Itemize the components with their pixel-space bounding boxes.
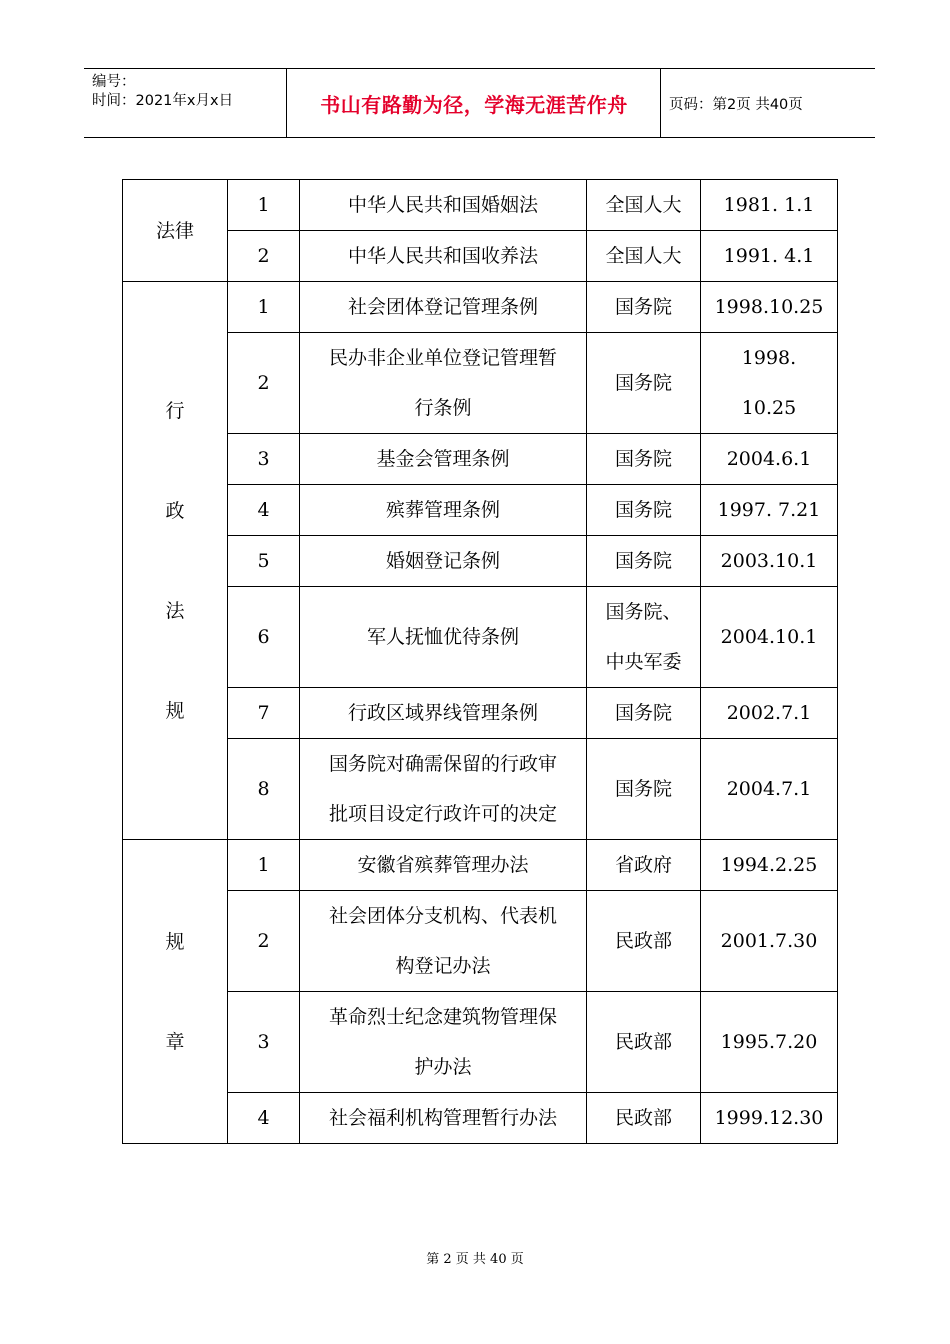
regulation-name-cell-line: 构登记办法 [395,955,491,977]
table-row [123,840,838,891]
category-char: 政 [165,499,185,522]
regulation-name-cell-line: 军人抚恤优待条例 [366,626,519,648]
category-cell [123,840,228,1144]
table-row [123,333,838,434]
table-row [123,992,838,1093]
effective-date-cell [701,587,838,688]
category-cell [123,282,228,840]
issuing-body-cell [587,587,701,688]
regulation-name-cell-line: 基金会管理条例 [376,448,510,470]
category-char: 法 [165,599,185,622]
category-char: 章 [165,1030,185,1053]
effective-date-cell-line: 2004.10.1 [720,626,818,648]
effective-date-cell-line: 1998. [741,347,797,369]
regulations-table-body [123,180,838,1144]
effective-date-cell-line: 2003.10.1 [720,550,818,572]
document-number-label: 编号： [92,74,136,90]
effective-date-cell-line: 1994.2.25 [720,854,818,876]
regulation-name-cell [300,536,587,587]
table-row [123,231,838,282]
regulation-name-cell [300,282,587,333]
issuing-body-cell-line: 民政部 [614,1031,672,1053]
effective-date-cell [701,992,838,1093]
table-row [123,891,838,992]
page-footer: 第 2 页 共 40 页 [426,1252,524,1267]
issuing-body-cell [587,282,701,333]
row-number-cell: 1 [228,840,300,891]
row-number-cell: 7 [228,688,300,739]
table-row [123,587,838,688]
row-number-cell: 1 [228,282,300,333]
effective-date-cell-line: 2002.7.1 [726,702,812,724]
table-row [123,1093,838,1144]
effective-date-cell [701,688,838,739]
table-row [123,536,838,587]
table-row [123,282,838,333]
row-number-cell: 5 [228,536,300,587]
regulation-name-cell-line: 革命烈士纪念建筑物管理保 [328,1006,557,1028]
issuing-body-cell-line: 国务院 [614,499,672,521]
issuing-body-cell-line: 全国人大 [605,245,682,267]
regulation-name-cell-line: 国务院对确需保留的行政审 [328,753,557,775]
row-number-cell: 3 [228,434,300,485]
category-cell [123,180,228,282]
regulation-name-cell-line: 行政区域界线管理条例 [347,702,538,724]
row-number-cell: 4 [228,485,300,536]
issuing-body-cell-line: 国务院 [614,702,672,724]
regulation-name-cell [300,333,587,434]
issuing-body-cell-line: 国务院 [614,778,672,800]
effective-date-cell [701,485,838,536]
header-divider [286,69,287,137]
regulation-name-cell-line: 社会团体登记管理条例 [347,296,538,318]
regulation-name-cell-line: 殡葬管理条例 [385,499,500,521]
effective-date-cell [701,180,838,231]
regulation-name-cell [300,180,587,231]
regulation-name-cell [300,840,587,891]
issuing-body-cell-line: 国务院 [614,296,672,318]
issuing-body-cell-line: 国务院 [614,372,672,394]
effective-date-cell-line: 1981. 1.1 [723,194,815,216]
regulation-name-cell-line: 中华人民共和国婚姻法 [347,194,538,216]
regulation-name-cell-line: 护办法 [414,1056,472,1078]
effective-date-cell-line: 2004.7.1 [726,778,812,800]
row-number-cell: 1 [228,180,300,231]
regulation-name-cell [300,587,587,688]
effective-date-cell-line: 2001.7.30 [720,930,818,952]
effective-date-cell-line: 1998.10.25 [714,296,824,318]
issuing-body-cell-line: 国务院、 [605,601,682,623]
issuing-body-cell-line: 民政部 [614,1107,672,1129]
issuing-body-cell [587,688,701,739]
regulations-table [122,179,838,1144]
header-motto: 书山有路勤为径，学海无涯苦作舟 [320,92,628,117]
issuing-body-cell [587,536,701,587]
issuing-body-cell [587,231,701,282]
issuing-body-cell-line: 民政部 [614,930,672,952]
effective-date-cell-line: 10.25 [741,397,797,419]
regulation-name-cell [300,739,587,840]
regulation-name-cell [300,992,587,1093]
effective-date-cell-line: 1997. 7.21 [717,499,821,521]
effective-date-cell [701,333,838,434]
category-char: 行 [165,399,185,422]
issuing-body-cell [587,1093,701,1144]
regulation-name-cell-line: 中华人民共和国收养法 [347,245,538,267]
regulation-name-cell-line: 行条例 [414,397,472,419]
effective-date-cell [701,231,838,282]
row-number-cell: 6 [228,587,300,688]
header-divider [660,69,661,137]
effective-date-cell [701,536,838,587]
header-page-info: 页码：第2页 共40页 [669,96,803,113]
row-number-cell: 3 [228,992,300,1093]
category-char: 法律 [155,219,194,242]
effective-date-cell-line: 1999.12.30 [714,1107,824,1129]
issuing-body-cell [587,891,701,992]
row-number-cell: 2 [228,231,300,282]
issuing-body-cell [587,434,701,485]
table-row [123,180,838,231]
effective-date-cell-line: 1991. 4.1 [723,245,815,267]
issuing-body-cell-line: 全国人大 [605,194,682,216]
regulation-name-cell-line: 民办非企业单位登记管理暂 [328,347,557,369]
issuing-body-cell [587,739,701,840]
regulation-name-cell-line: 社会福利机构管理暂行办法 [328,1107,557,1129]
effective-date-cell [701,1093,838,1144]
table-row [123,485,838,536]
regulation-name-cell-line: 安徽省殡葬管理办法 [357,854,529,876]
regulation-name-cell [300,231,587,282]
issuing-body-cell [587,333,701,434]
row-number-cell: 2 [228,891,300,992]
category-char: 规 [165,699,185,722]
issuing-body-cell [587,992,701,1093]
issuing-body-cell [587,840,701,891]
regulation-name-cell [300,891,587,992]
header-meta [92,73,233,111]
effective-date-cell [701,891,838,992]
row-number-cell: 4 [228,1093,300,1144]
effective-date-cell [701,840,838,891]
regulation-name-cell [300,434,587,485]
issuing-body-cell [587,485,701,536]
regulation-name-cell [300,485,587,536]
regulation-name-cell-line: 批项目设定行政许可的决定 [328,803,557,825]
effective-date-cell-line: 2004.6.1 [726,448,812,470]
table-row [123,688,838,739]
effective-date-cell [701,434,838,485]
document-time-label: 时间：2021年x月x日 [92,93,234,109]
regulation-name-cell [300,688,587,739]
page-header [84,68,875,138]
regulation-name-cell-line: 婚姻登记条例 [385,550,500,572]
issuing-body-cell [587,180,701,231]
issuing-body-cell-line: 省政府 [614,854,672,876]
table-row [123,434,838,485]
issuing-body-cell-line: 国务院 [614,550,672,572]
effective-date-cell [701,739,838,840]
regulation-name-cell-line: 社会团体分支机构、代表机 [328,905,557,927]
effective-date-cell [701,282,838,333]
effective-date-cell-line: 1995.7.20 [720,1031,818,1053]
row-number-cell: 8 [228,739,300,840]
row-number-cell: 2 [228,333,300,434]
issuing-body-cell-line: 中央军委 [605,651,682,673]
regulation-name-cell [300,1093,587,1144]
category-char: 规 [165,930,185,953]
table-row [123,739,838,840]
issuing-body-cell-line: 国务院 [614,448,672,470]
